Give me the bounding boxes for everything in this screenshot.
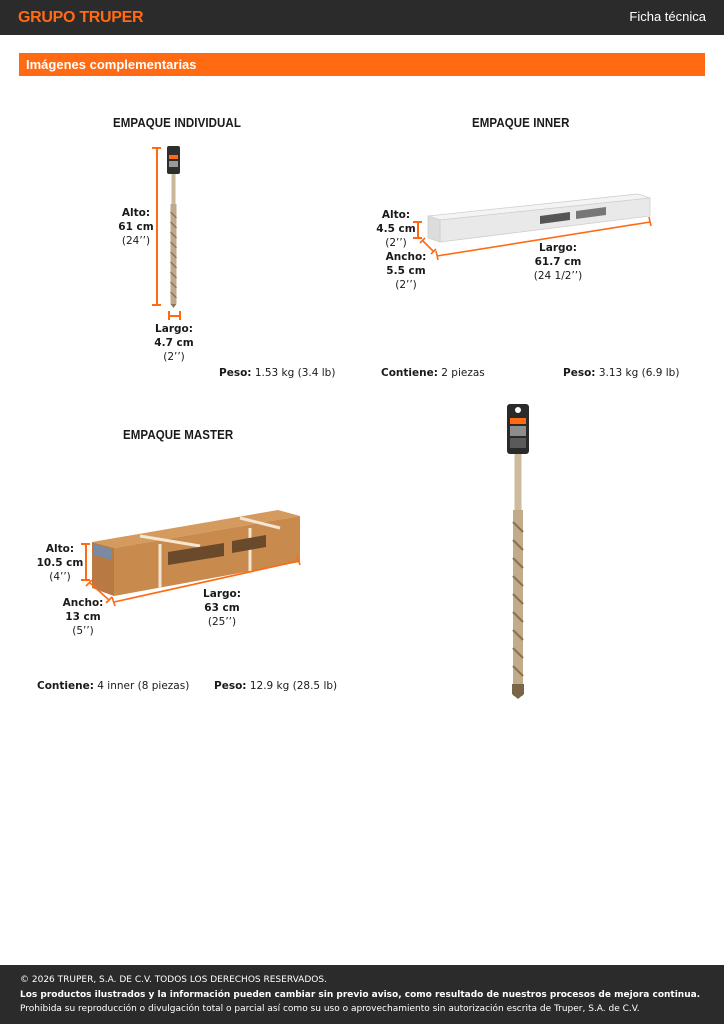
- footer-copyright: © 2026 TRUPER, S.A. DE C.V. TODOS LOS DERECHOS RESERVADOS.: [20, 975, 327, 985]
- inner-height-label: Alto: 4.5 cm (2’’): [376, 209, 416, 249]
- footer-notice: Los productos ilustrados y la información pueden cambiar sin previo aviso, como resultado de nuestros procesos de mejora continua.: [20, 990, 701, 1000]
- section-header: [19, 53, 705, 76]
- master-width-label: Ancho: 13 cm (5’’): [62, 597, 104, 637]
- inner-weight: Peso: 3.13 kg (6.9 lb): [563, 367, 680, 379]
- top-bar: [0, 0, 724, 35]
- inner-contents: Contiene: 2 piezas: [381, 367, 485, 379]
- master-weight: Peso: 12.9 kg (28.5 lb): [214, 680, 338, 692]
- inner-length-label: Largo: 61.7 cm (24 1/2’’): [533, 242, 583, 282]
- individual-weight: Peso: 1.53 kg (3.4 lb): [219, 367, 336, 379]
- individual-length-cap-right: [179, 311, 181, 320]
- drill-bit-product-image: [505, 404, 533, 700]
- footer: [0, 965, 724, 1024]
- individual-height-cap-bottom: [152, 304, 161, 306]
- individual-title: EMPAQUE INDIVIDUAL: [113, 116, 241, 130]
- footer-legal: Prohibida su reproducción o divulgación total o parcial así como su uso o aprovechamiento sin autorización escrita de Truper, S.A. de C.V.: [20, 1004, 640, 1014]
- individual-length-label: Largo: 4.7 cm (2’’): [154, 323, 194, 363]
- individual-length-cap-left: [168, 311, 170, 320]
- master-height-line: [85, 543, 87, 580]
- individual-height-cap-top: [152, 147, 161, 149]
- document-type: Ficha técnica: [629, 9, 706, 24]
- master-title: EMPAQUE MASTER: [123, 428, 234, 442]
- master-height-label: Alto: 10.5 cm (4’’): [36, 543, 84, 583]
- master-contents: Contiene: 4 inner (8 piezas): [37, 680, 190, 692]
- inner-width-label: Ancho: 5.5 cm (2’’): [385, 251, 427, 291]
- drill-bit-packaged-image: [164, 146, 184, 308]
- inner-title: EMPAQUE INNER: [472, 116, 570, 130]
- brand-logo: GRUPO TRUPER: [18, 9, 144, 26]
- individual-height-label: Alto: 61 cm (24’’): [118, 207, 154, 247]
- section-title: Imágenes complementarias: [26, 57, 197, 72]
- master-length-label: Largo: 63 cm (25’’): [203, 588, 241, 628]
